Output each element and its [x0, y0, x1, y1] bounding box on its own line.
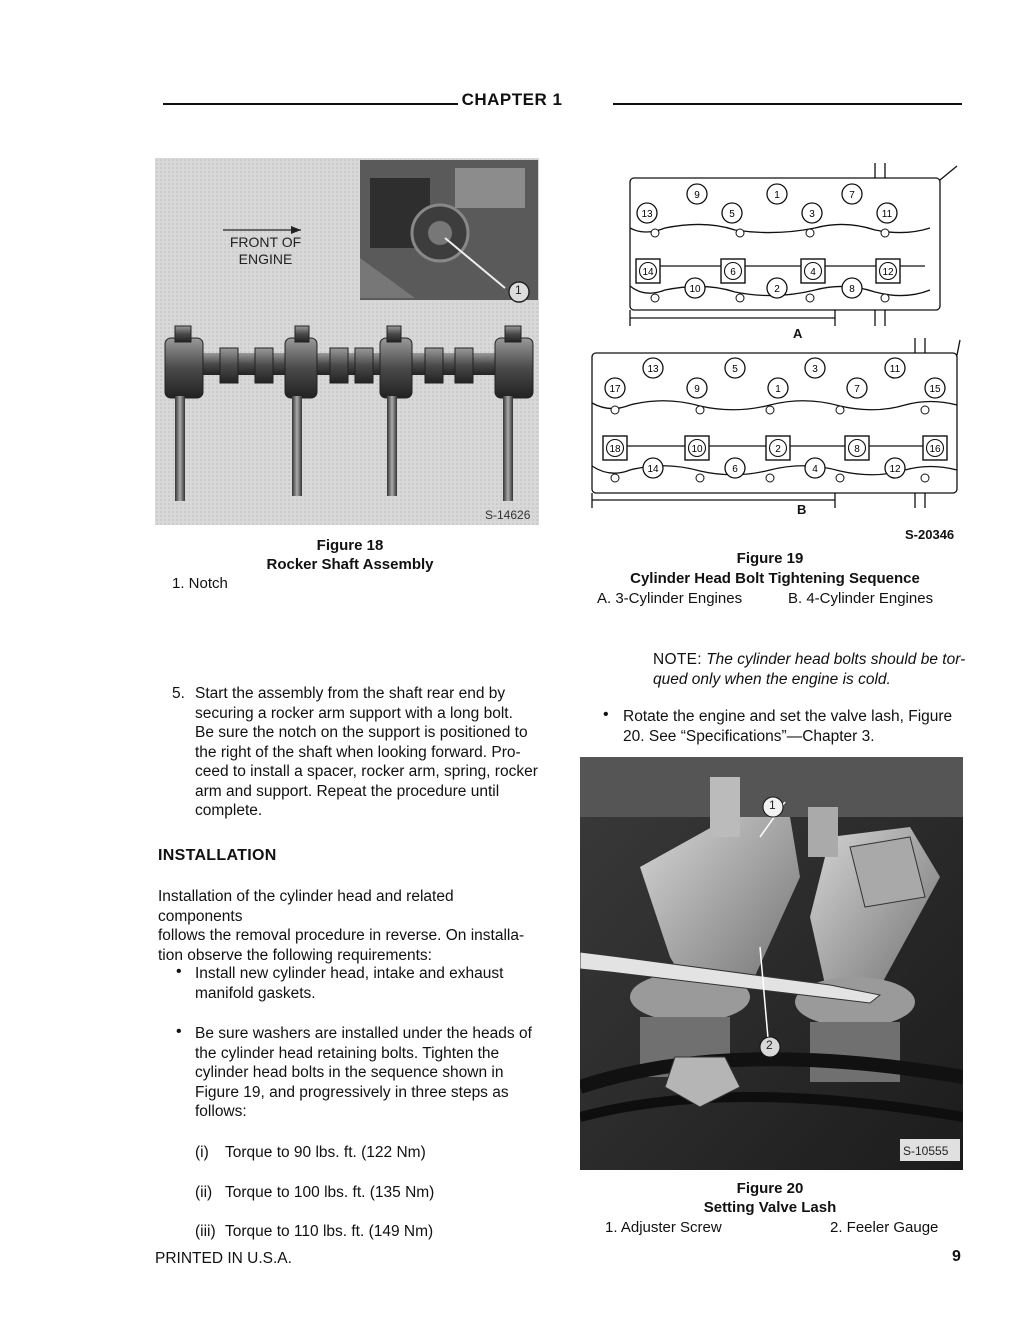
torque-step-num: (iii) [195, 1223, 216, 1240]
valve-lash-illustration [580, 757, 963, 1170]
figure18-legend: 1. Notch [172, 575, 228, 592]
bolt-number: 16 [929, 444, 941, 455]
bolt-number: 17 [609, 384, 621, 395]
torque-step-num: (ii) [195, 1184, 213, 1201]
bolt-number: 1 [775, 384, 781, 395]
bolt-marker [605, 378, 625, 398]
bolt-marker [885, 458, 905, 478]
bolt-number: 13 [641, 209, 653, 220]
step-5-number: 5. [172, 685, 185, 702]
bolt-marker-square [766, 436, 790, 460]
figure19-legend-b: B. 4-Cylinder Engines [788, 590, 934, 607]
figure19-title: Figure 19 [736, 550, 804, 567]
note-label: NOTE: [653, 651, 702, 668]
bullet-icon: • [603, 706, 609, 723]
step-5-line: arm and support. Repeat the procedure until [195, 782, 500, 800]
torque-step-text: Torque to 100 lbs. ft. (135 Nm) [225, 1184, 435, 1201]
bullet-line: follows: [195, 1103, 247, 1120]
step-5-line: ceed to install a spacer, rocker arm, spring, rocker [195, 763, 538, 780]
figure19-subtitle: Cylinder Head Bolt Tightening Sequence [630, 570, 920, 587]
bolt-number: 10 [689, 284, 701, 295]
torque-step [195, 1143, 426, 1163]
bolt-marker [847, 378, 867, 398]
bolt-marker [725, 358, 745, 378]
bolt-marker-square [636, 259, 660, 283]
note [653, 650, 968, 689]
step-5-line: Start the assembly from the shaft rear end by [195, 685, 506, 702]
bullet-valve-lash [623, 707, 968, 746]
bolt-marker [805, 358, 825, 378]
bolt-marker [687, 184, 707, 204]
figure18-subtitle: Rocker Shaft Assembly [266, 556, 434, 573]
valve-lash-photo [580, 757, 963, 1170]
intro-line: Installation of the cylinder head and related components [158, 888, 454, 925]
bolt-number: 18 [609, 444, 621, 455]
step-5-text [195, 684, 540, 821]
bolt-number: 8 [849, 284, 855, 295]
bullet-gaskets [195, 964, 540, 1003]
bolt-number: 14 [642, 267, 654, 278]
chapter-header [0, 90, 1024, 110]
step-5-line: securing a rocker arm support with a long bolt. [195, 704, 513, 722]
bolt-marker [842, 278, 862, 298]
bolt-marker-square [845, 436, 869, 460]
bullet-line: manifold gaskets. [195, 984, 316, 1002]
bolt-marker [643, 358, 663, 378]
bolt-number: 7 [854, 384, 860, 395]
torque-step [195, 1183, 434, 1203]
bolt-number: 12 [889, 464, 901, 475]
printed-in-label: PRINTED IN U.S.A. [155, 1250, 292, 1267]
bolt-marker-square [876, 259, 900, 283]
bolt-number: 10 [691, 444, 703, 455]
bullet-line: cylinder head bolts in the sequence shown in [195, 1064, 504, 1081]
bolt-marker [842, 184, 862, 204]
note-line2: qued only when the engine is cold. [653, 670, 891, 688]
page-number: 9 [952, 1248, 961, 1265]
bolt-number: 9 [694, 190, 700, 201]
figure20-title: Figure 20 [736, 1180, 804, 1197]
bolt-number: 5 [729, 209, 735, 220]
chapter-title: CHAPTER 1 [458, 90, 567, 109]
bolt-number: 13 [647, 364, 659, 375]
bolt-marker-square [721, 259, 745, 283]
bolt-number: 5 [732, 364, 738, 375]
bolt-number: 8 [854, 444, 860, 455]
diagram-a-label: A [793, 326, 803, 341]
bullet-line: Install new cylinder head, intake and exhaust [195, 965, 504, 982]
bolt-sequence-diagrams [585, 158, 965, 520]
bolt-number: 2 [774, 284, 780, 295]
front-label-line2: ENGINE [238, 251, 293, 267]
torque-step-num: (i) [195, 1144, 209, 1161]
bolt-marker [805, 458, 825, 478]
bullet-washers [195, 1024, 540, 1122]
bolt-number: 2 [775, 444, 781, 455]
figure19-legend-a: A. 3-Cylinder Engines [597, 590, 743, 607]
bolt-marker [687, 378, 707, 398]
bolt-marker [768, 378, 788, 398]
bolt-number: 6 [730, 267, 736, 278]
figure18-code: S-14626 [485, 508, 531, 522]
step-5-line: Be sure the notch on the support is positioned to [195, 724, 528, 741]
bolt-number: 7 [849, 190, 855, 201]
bolt-number: 3 [812, 364, 818, 375]
bolt-number: 11 [889, 364, 901, 375]
bullet-line: 20. See “Specifications”—Chapter 3. [623, 727, 875, 745]
figure20-callout-1: 1 [769, 798, 776, 812]
bullet-icon: • [176, 1023, 182, 1040]
bolt-marker [643, 458, 663, 478]
figure20-legend-1: 1. Adjuster Screw [605, 1219, 722, 1236]
bullet-line: the cylinder head retaining bolts. Tighten the [195, 1044, 500, 1062]
bolt-number: 11 [881, 209, 893, 220]
bolt-marker [802, 203, 822, 223]
torque-step [195, 1222, 433, 1242]
bolt-marker-square [685, 436, 709, 460]
figure19-code: S-20346 [905, 527, 955, 542]
bolt-marker-square [923, 436, 947, 460]
bullet-icon: • [176, 963, 182, 980]
note-line1: The cylinder head bolts should be tor- [706, 651, 966, 668]
bolt-marker [885, 358, 905, 378]
bolt-marker-square [603, 436, 627, 460]
installation-intro [158, 887, 538, 965]
bolt-marker [877, 203, 897, 223]
bolt-marker [722, 203, 742, 223]
bolt-number: 9 [694, 384, 700, 395]
torque-step-text: Torque to 110 lbs. ft. (149 Nm) [225, 1223, 434, 1240]
figure20-legend-2: 2. Feeler Gauge [830, 1219, 939, 1236]
bolt-marker [637, 203, 657, 223]
front-label-line1: FRONT OF [229, 234, 302, 250]
bolt-number: 12 [882, 267, 894, 278]
step-5-line: the right of the shaft when looking forward. Pro- [195, 743, 521, 761]
figure20-callout-2: 2 [766, 1038, 773, 1052]
bolt-marker [767, 184, 787, 204]
front-of-engine-label [223, 234, 308, 268]
intro-line: follows the removal procedure in reverse. On installa- [158, 927, 525, 944]
bolt-marker [725, 458, 745, 478]
diagram-b-label: B [797, 502, 807, 517]
bullet-line: Figure 19, and progressively in three steps as [195, 1083, 509, 1101]
rocker-shaft-photo [155, 158, 539, 525]
bolt-number: 4 [812, 464, 818, 475]
step-5-line: complete. [195, 802, 263, 819]
figure18-title: Figure 18 [316, 537, 384, 554]
bolt-number: 4 [810, 267, 816, 278]
bolt-number: 6 [732, 464, 738, 475]
installation-heading: INSTALLATION [158, 847, 277, 864]
bolt-marker [685, 278, 705, 298]
bolt-number: 14 [647, 464, 659, 475]
torque-step-text: Torque to 90 lbs. ft. (122 Nm) [225, 1144, 426, 1161]
bullet-line: Be sure washers are installed under the heads of [195, 1025, 532, 1042]
bolt-marker [767, 278, 787, 298]
figure20-subtitle: Setting Valve Lash [703, 1199, 837, 1216]
figure18-callout: 1 [515, 283, 522, 297]
bullet-line: Rotate the engine and set the valve lash, Figure [623, 708, 953, 725]
figure20-code: S-10555 [903, 1144, 949, 1158]
cylinder-head-diagrams [585, 158, 965, 520]
bolt-number: 15 [929, 384, 941, 395]
bolt-marker-square [801, 259, 825, 283]
rocker-shaft-illustration [155, 158, 539, 525]
bolt-number: 1 [774, 190, 780, 201]
intro-line: tion observe the following requirements: [158, 946, 432, 964]
bolt-marker [925, 378, 945, 398]
bolt-number: 3 [809, 209, 815, 220]
